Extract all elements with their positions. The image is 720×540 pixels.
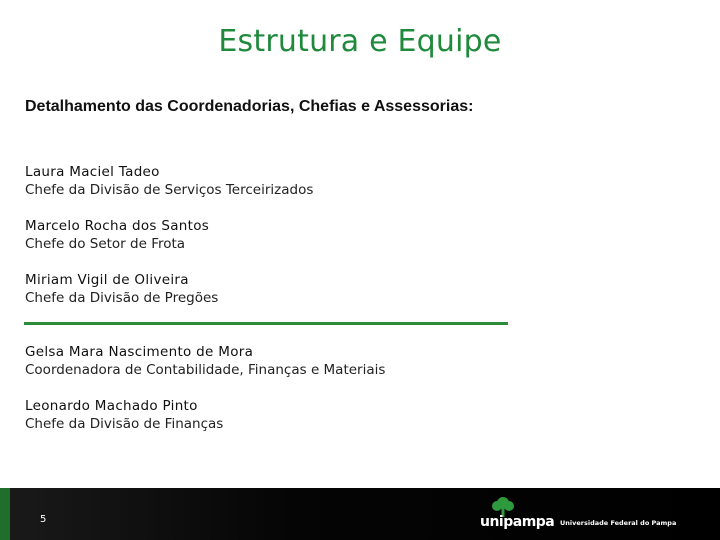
- section-divider: [24, 322, 508, 325]
- slide-title: Estrutura e Equipe: [218, 24, 502, 59]
- person-role: Chefe do Setor de Frota: [25, 236, 186, 252]
- page-number: 5: [40, 514, 47, 525]
- person-role: Chefe da Divisão de Pregões: [25, 290, 219, 306]
- person-entry: [25, 271, 218, 307]
- person-name: Marcelo Rocha dos Santos: [25, 218, 210, 234]
- person-entry: [25, 397, 223, 433]
- person-name: Laura Maciel Tadeo: [25, 164, 160, 180]
- university-logo: [478, 494, 718, 536]
- person-name: Gelsa Mara Nascimento de Mora: [25, 344, 254, 360]
- logo-tagline: Universidade Federal do Pampa: [560, 519, 677, 527]
- person-entry: [25, 343, 385, 379]
- person-role: Chefe da Divisão de Serviços Terceirizados: [25, 182, 314, 198]
- person-role: Coordenadora de Contabilidade, Finanças e Materiais: [25, 362, 386, 378]
- person-name: Leonardo Machado Pinto: [25, 398, 198, 414]
- person-entry: [25, 163, 313, 199]
- person-name: Miriam Vigil de Oliveira: [25, 272, 189, 288]
- footer-accent-stripe: [0, 488, 10, 540]
- person-entry: [25, 217, 209, 253]
- person-role: Chefe da Divisão de Finanças: [25, 416, 224, 432]
- slide-subtitle: Detalhamento das Coordenadorias, Chefias e Assessorias:: [25, 98, 474, 115]
- logo-wordmark: unipampa: [480, 514, 555, 530]
